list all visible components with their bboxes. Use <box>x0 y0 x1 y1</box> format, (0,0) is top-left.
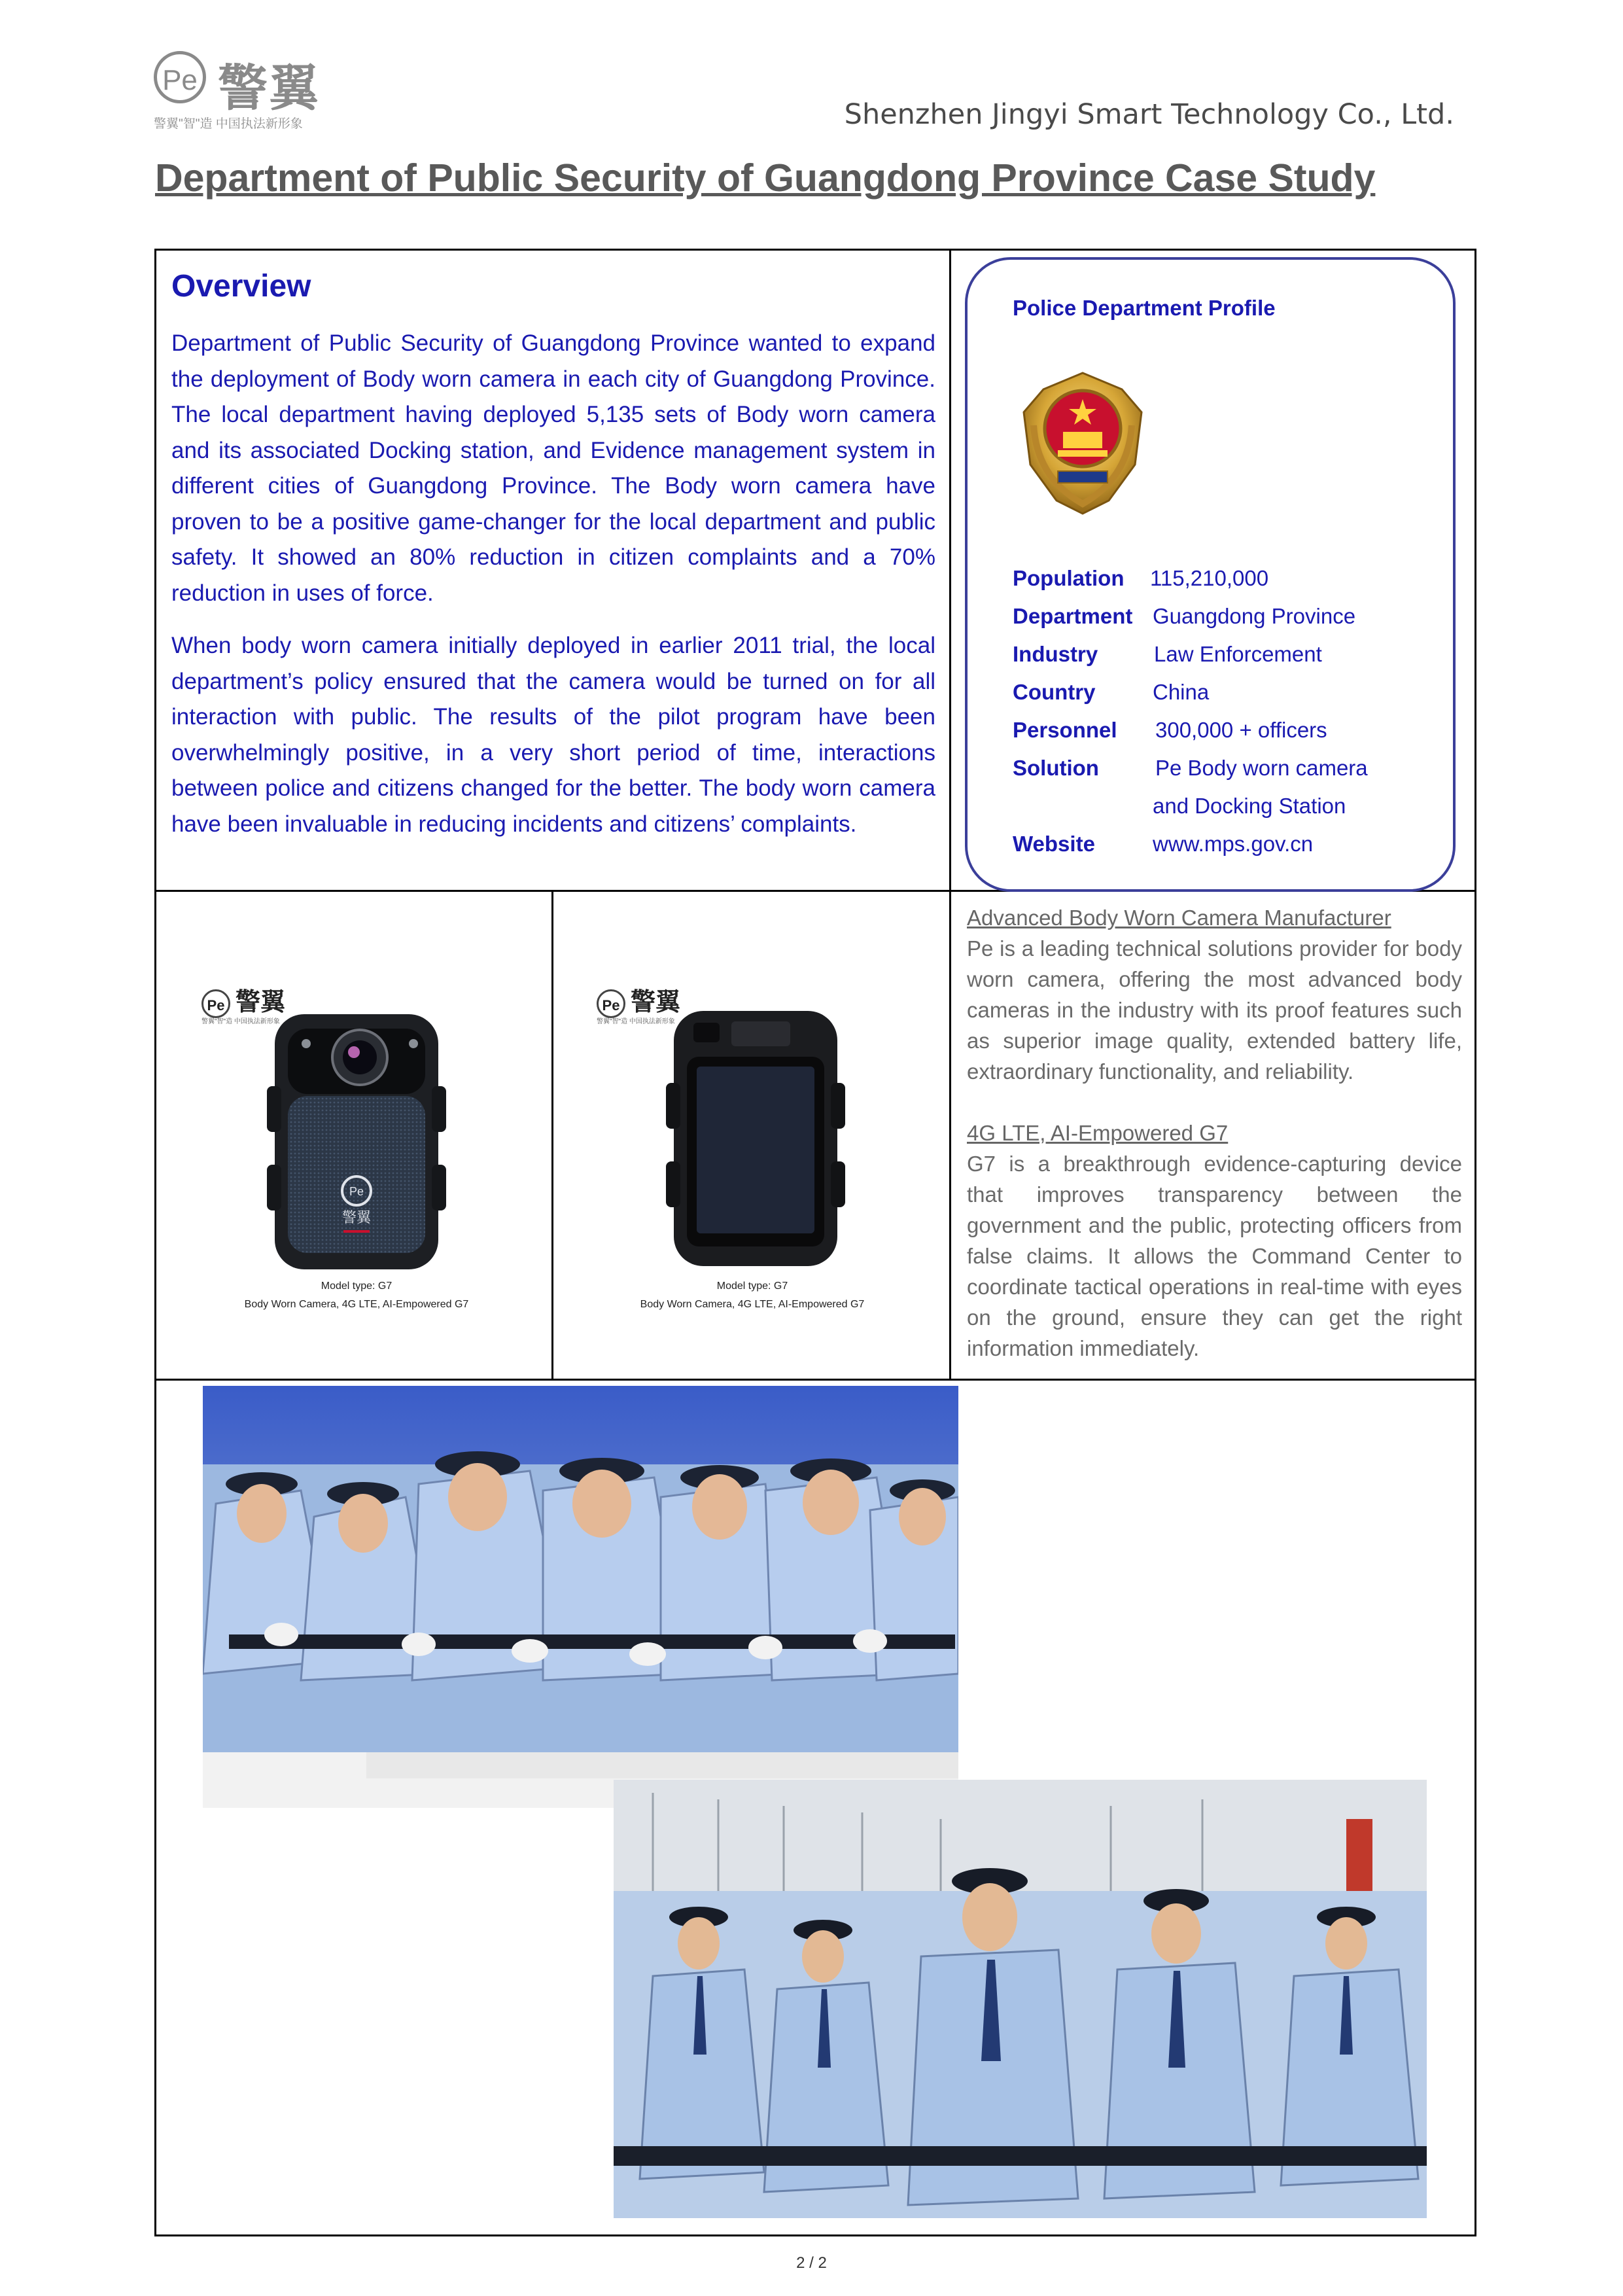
table-divider <box>949 249 951 1381</box>
profile-label-population: Population <box>1013 566 1125 590</box>
profile-label-department: Department <box>1013 604 1133 628</box>
table-divider <box>551 891 553 1381</box>
product-model: Model type: G7 <box>716 1280 788 1292</box>
product-description: Body Worn Camera, 4G LTE, AI-Empowered G7 <box>640 1299 865 1310</box>
product-logo-slogan: 警翼"智"造 中国执法新形象 <box>597 1018 675 1025</box>
product-logo-slogan: 警翼"智"造 中国执法新形象 <box>201 1018 280 1025</box>
product-description: Body Worn Camera, 4G LTE, AI-Empowered G7 <box>244 1299 469 1310</box>
profile-heading: Police Department Profile <box>1013 296 1276 320</box>
overview-paragraph-2: When body worn camera initially deployed in earlier 2011 trial, the local department’s policy ensured that the camera would be turned on for all interaction with public. The results of the pilot program have been overwhelmingly positive, in a very short period of time, interactions between police and citizens changed for the better. The body worn camera have been invaluable in reducing incidents and citizens’ complaints. <box>171 633 935 837</box>
product-logo-mark: Pe <box>597 989 625 1018</box>
camera-front-image <box>262 1014 451 1269</box>
profile-label-solution: Solution <box>1013 756 1099 780</box>
profile-value-department: Guangdong Province <box>1153 604 1356 628</box>
profile-label-personnel: Personnel <box>1013 718 1117 742</box>
page-title: Department of Public Security of Guangdong Province Case Study <box>155 156 1376 200</box>
profile-value-personnel: 300,000 + officers <box>1155 718 1327 742</box>
profile-label-website: Website <box>1013 832 1095 856</box>
product-logo-mark: Pe <box>201 989 230 1018</box>
table-divider <box>154 1379 1476 1381</box>
profile-value-industry: Law Enforcement <box>1154 642 1322 666</box>
manufacturer-paragraph: Pe is a leading technical solutions provider for body worn camera, offering the most advanced body cameras in the industry with its proof features such as superior image quality, extended battery life, extraordinary functionality, and reliability. <box>967 936 1462 1084</box>
logo-mark: Pe <box>154 51 206 103</box>
logo-slogan: 警翼"智"造 中国执法新形象 <box>154 117 303 131</box>
profile-label-country: Country <box>1013 680 1096 704</box>
camera-back-image <box>661 1011 850 1266</box>
g7-paragraph: G7 is a breakthrough evidence-capturing device that improves transparency between the government and the public, protecting officers from false claims. It allows the Command Center to coordinate tactical operations in real-time with eyes on the ground, ensure they can get the right information immediately. <box>967 1152 1462 1360</box>
police-marching-photo <box>203 1386 958 1808</box>
police-formation-photo <box>614 1780 1427 2218</box>
company-logo <box>154 46 330 134</box>
product-logo-cn: 警翼 <box>236 989 286 1016</box>
overview-heading: Overview <box>171 269 311 304</box>
camera-body-mark: Pe <box>349 1185 364 1198</box>
g7-heading: 4G LTE, AI-Empowered G7 <box>967 1121 1229 1145</box>
profile-value-country: China <box>1153 680 1210 704</box>
company-name: Shenzhen Jingyi Smart Technology Co., Ltd. <box>844 98 1454 131</box>
logo-chinese-name: 警翼 <box>218 61 320 116</box>
profile-label-industry: Industry <box>1013 642 1098 666</box>
profile-value-website[interactable]: www.mps.gov.cn <box>1153 832 1314 856</box>
page-number: 2 / 2 <box>796 2254 827 2272</box>
profile-value-population: 115,210,000 <box>1150 566 1269 590</box>
product-logo <box>201 981 285 1018</box>
product-logo-cn: 警翼 <box>631 989 681 1016</box>
police-emblem-icon <box>1011 366 1155 517</box>
profile-value-solution-cont: and Docking Station <box>1153 794 1346 818</box>
profile-value-solution: Pe Body worn camera <box>1155 756 1368 780</box>
manufacturer-heading: Advanced Body Worn Camera Manufacturer <box>967 906 1391 930</box>
camera-body-cn: 警翼 <box>341 1210 372 1226</box>
overview-paragraph-1: Department of Public Security of Guangdong Province wanted to expand the deployment of Body worn camera in each city of Guangdong Province. The local department having deployed 5,135 sets of Body worn camera and its associated Docking station, and Evidence management system in different cities of Guangdong Province. The Body worn camera have proven to be a positive game-changer for the local department and public safety. It showed an 80% reduction in citizen complaints and a 70% reduction in uses of force. <box>171 330 935 606</box>
product-model: Model type: G7 <box>321 1280 393 1292</box>
